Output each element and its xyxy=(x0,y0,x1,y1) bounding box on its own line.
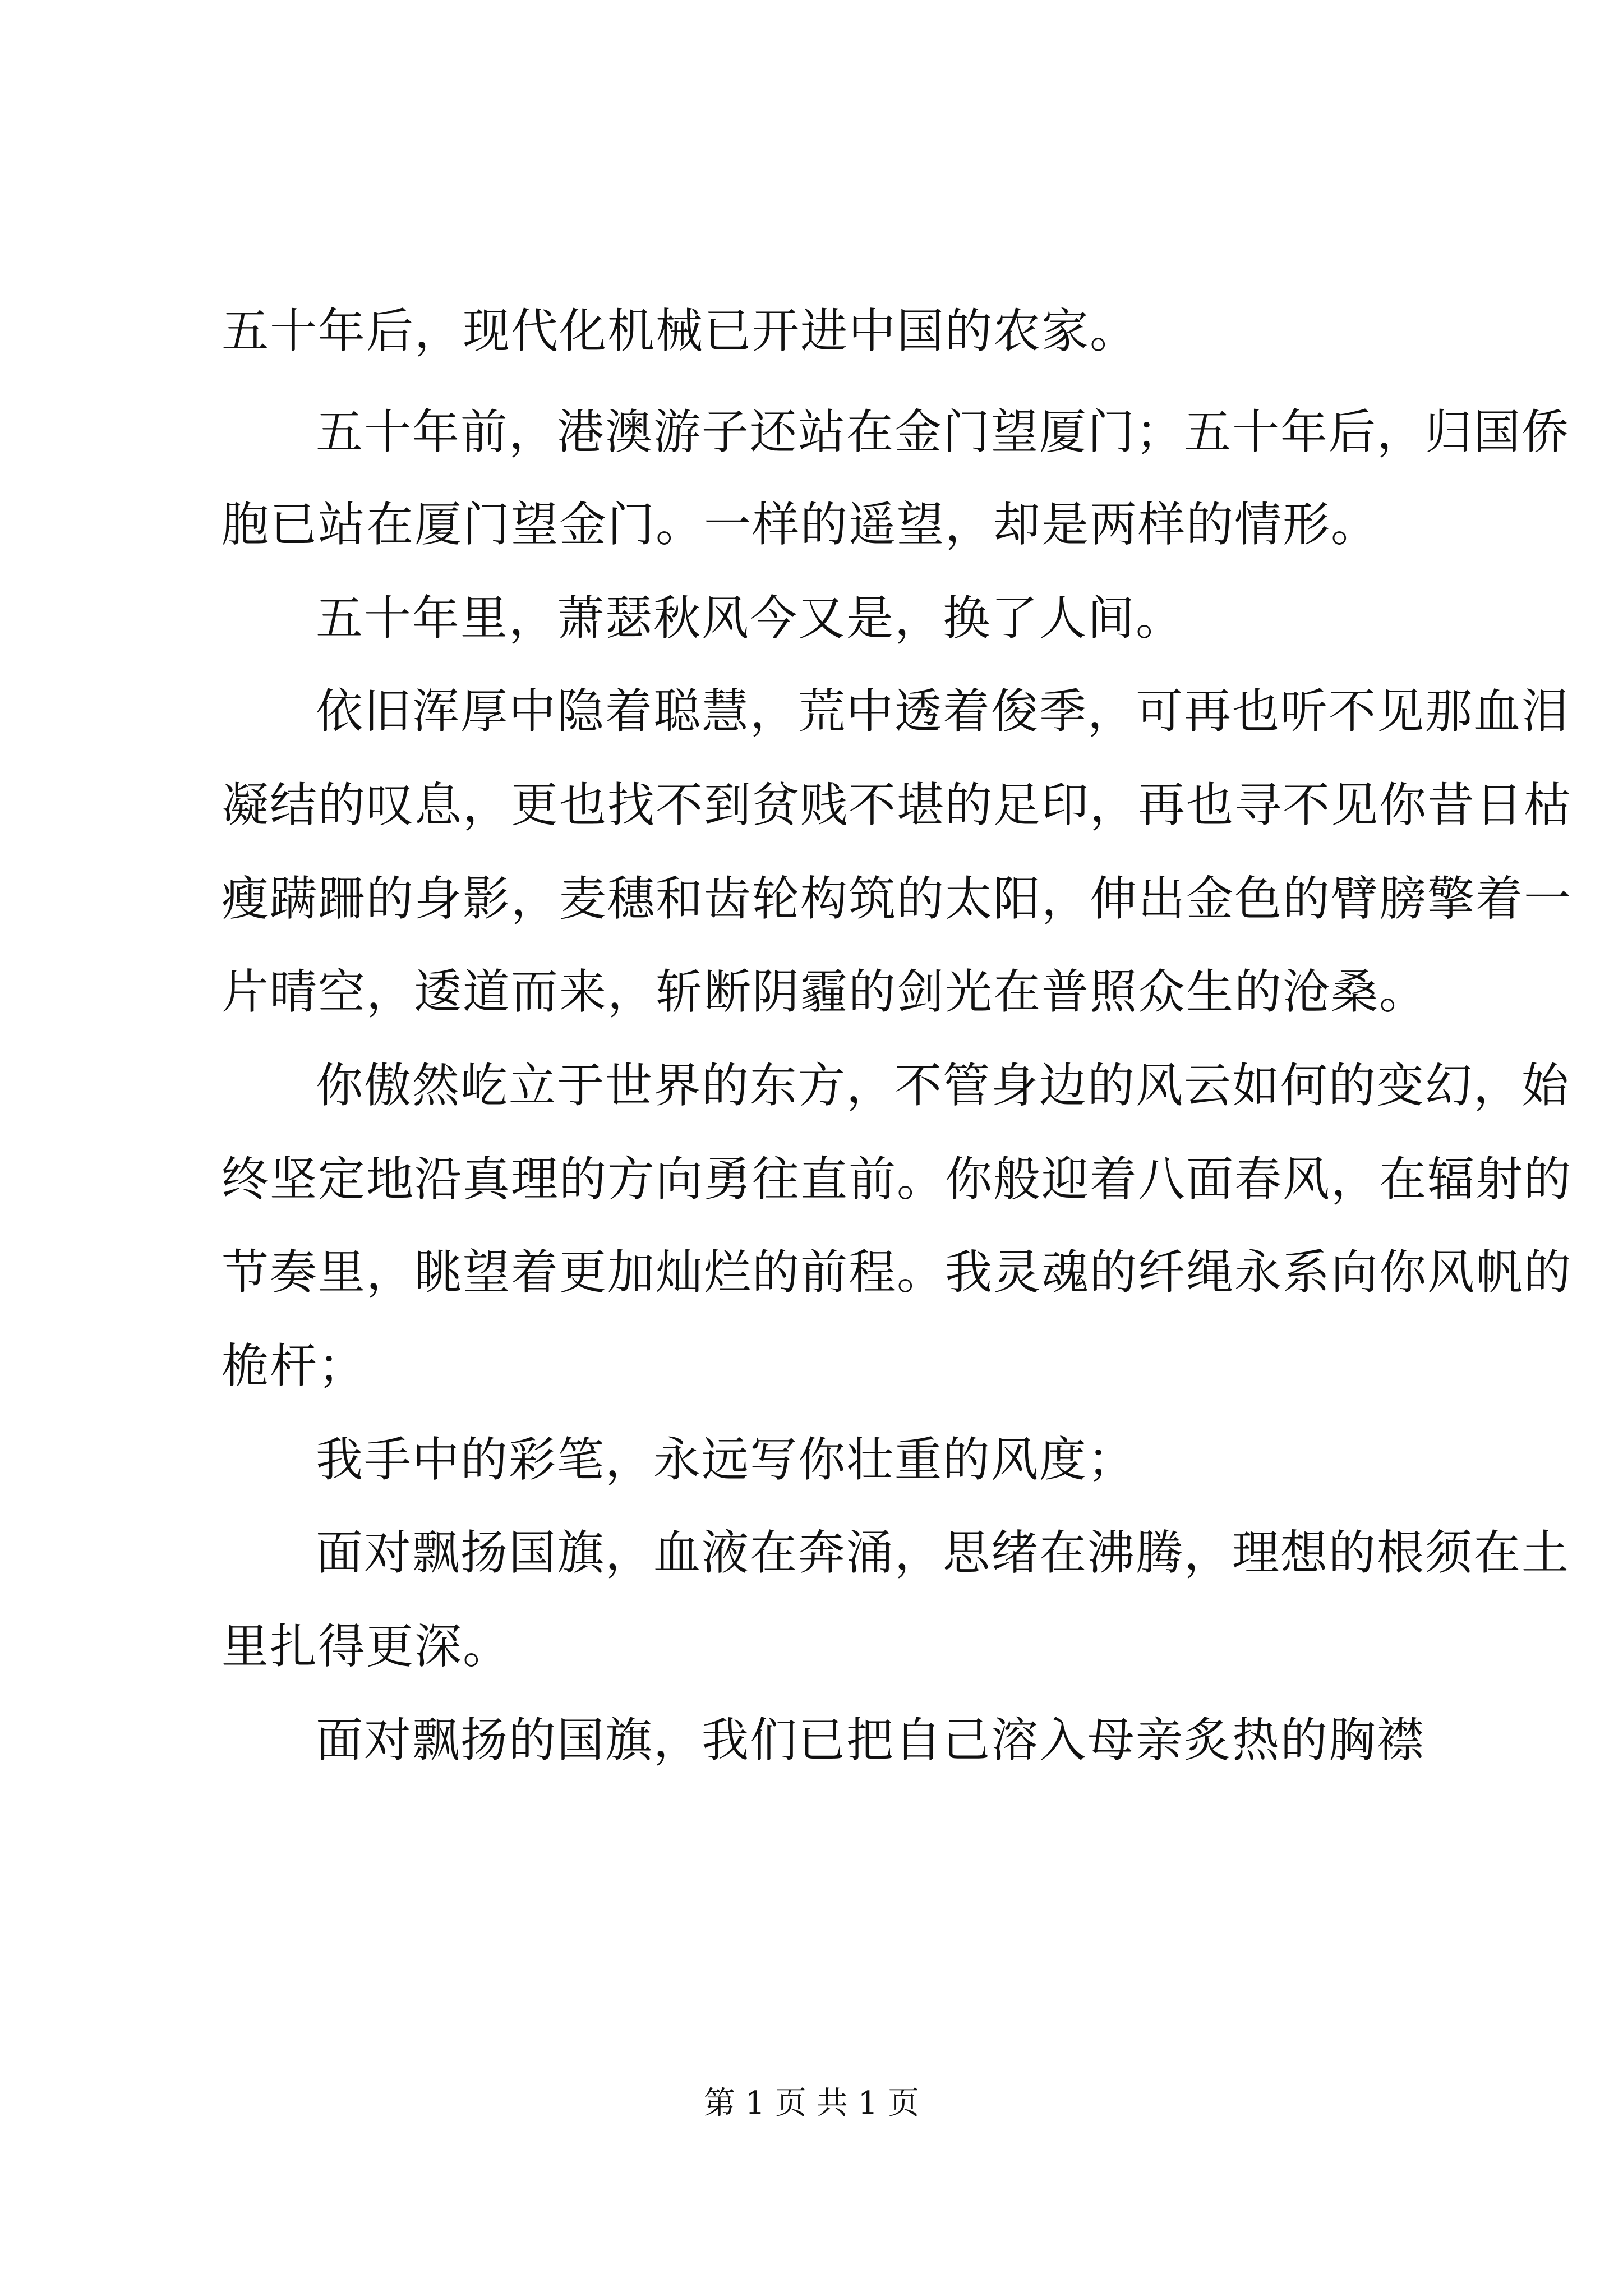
page-footer: 第 1 页 共 1 页 xyxy=(703,2085,920,2122)
text-line: 依旧浑厚中隐着聪慧，荒中透着俊季，可再也听不见那血泪 xyxy=(316,684,1570,739)
text-line: 节奏里，眺望着更加灿烂的前程。我灵魂的纤绳永系向你风帆的 xyxy=(222,1245,1573,1300)
text-line: 凝结的叹息，更也找不到贫贱不堪的足印，再也寻不见你昔日枯 xyxy=(222,777,1573,832)
text-line: 片晴空，逶道而来，斩断阴霾的剑光在普照众生的沧桑。 xyxy=(222,964,1428,1019)
text-line: 胞已站在厦门望金门。一样的遥望，却是两样的情形。 xyxy=(222,497,1380,552)
text-line: 里扎得更深。 xyxy=(222,1619,511,1674)
text-line: 五十年后，现代化机械已开进中国的农家。 xyxy=(222,303,1138,358)
text-line: 面对飘扬国旗，血液在奔涌，思绪在沸腾，理想的根须在土 xyxy=(316,1525,1570,1580)
text-line: 你傲然屹立于世界的东方，不管身边的风云如何的变幻，始 xyxy=(316,1058,1570,1113)
text-line: 桅杆； xyxy=(222,1338,367,1393)
text-line: 终坚定地沿真理的方向勇往直前。你般迎着八面春风，在辐射的 xyxy=(222,1152,1573,1207)
text-line: 我手中的彩笔，永远写你壮重的风度； xyxy=(316,1432,1136,1487)
text-line: 五十年前，港澳游子还站在金门望厦门；五十年后，归国侨 xyxy=(316,404,1570,459)
text-line: 面对飘扬的国旗，我们已把自己溶入母亲炙热的胸襟 xyxy=(316,1713,1426,1768)
text-line: 五十年里，萧瑟秋风今又是，换了人间。 xyxy=(316,591,1184,646)
text-line: 瘦蹒跚的身影，麦穗和齿轮构筑的太阳，伸出金色的臂膀擎着一 xyxy=(222,871,1573,926)
